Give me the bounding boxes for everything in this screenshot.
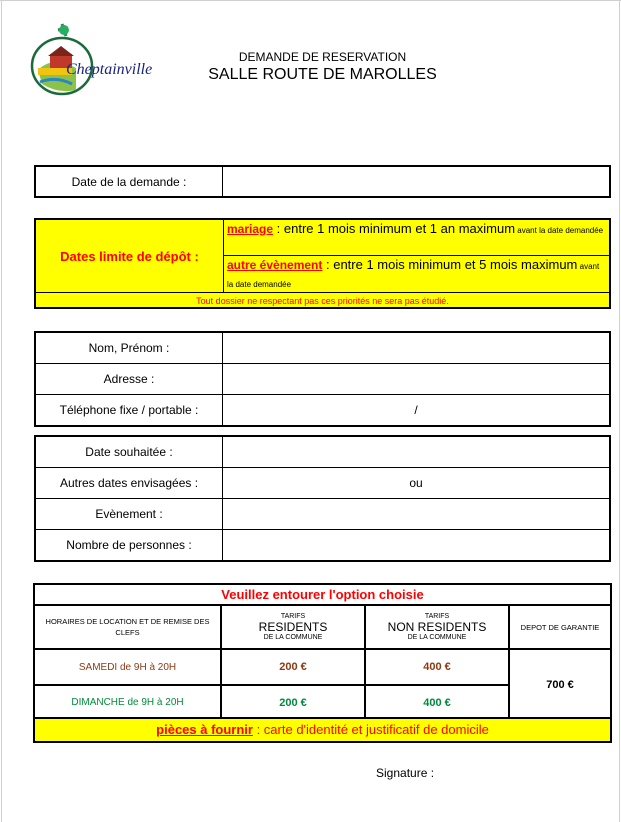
nonresident-header-top: TARIFS	[424, 613, 450, 620]
other-dates-label: Autres dates envisagées :	[35, 468, 223, 499]
contact-table	[34, 331, 611, 427]
deadline-autre	[224, 256, 609, 292]
address-field[interactable]	[223, 364, 611, 395]
nonresident-header-main: NON RESIDENTS	[387, 620, 487, 634]
deposit-header: DEPOT DE GARANTIE	[510, 606, 610, 650]
deadlines-label: Dates limite de dépôt :	[36, 220, 224, 292]
request-date-field[interactable]	[223, 166, 611, 197]
required-docs	[35, 717, 610, 741]
autre-text: : entre 1 mois minimum et 5 mois maximum	[322, 257, 578, 272]
required-docs-text: : carte d'identité et justificatif de domicile	[252, 722, 489, 737]
deadline-mariage	[224, 220, 609, 256]
name-label: Nom, Prénom :	[35, 332, 223, 364]
date-wish-field[interactable]	[223, 436, 611, 468]
sunday-resident-price[interactable]: 200 €	[222, 686, 366, 719]
sunday-label[interactable]: DIMANCHE de 9H à 20H	[35, 686, 222, 719]
autre-word: autre évènement	[227, 258, 323, 272]
page-edge-left	[1, 0, 2, 822]
nonresident-header-sub: DE LA COMMUNE	[407, 634, 467, 641]
resident-header	[222, 606, 366, 650]
people-field[interactable]	[223, 530, 611, 562]
deposit-value[interactable]: 700 €	[546, 678, 574, 691]
resident-header-sub: DE LA COMMUNE	[263, 634, 323, 641]
saturday-resident-price[interactable]: 200 €	[222, 650, 366, 686]
resident-header-top: TARIFS	[280, 613, 306, 620]
signature-label: Signature :	[376, 766, 435, 780]
event-field[interactable]	[223, 499, 611, 530]
saturday-nonresident-price[interactable]: 400 €	[366, 650, 510, 686]
hours-header: HORAIRES DE LOCATION ET DE REMISE DES CLEFS	[35, 606, 222, 650]
mariage-small: avant la date demandée	[515, 226, 604, 235]
request-date-label: Date de la demande :	[35, 166, 223, 197]
mariage-text: : entre 1 mois minimum et 1 an maximum	[273, 221, 516, 236]
rates-title: Veuillez entourer l'option choisie	[35, 585, 610, 606]
deadlines-note: Tout dossier ne respectant pas ces priorités ne sera pas étudié.	[36, 292, 609, 307]
request-date-table	[34, 165, 611, 198]
resident-header-main: RESIDENTS	[258, 620, 328, 634]
rates-box	[33, 583, 612, 743]
cheptainville-logo	[28, 20, 153, 98]
saturday-label[interactable]: SAMEDI de 9H à 20H	[35, 650, 222, 686]
phone-field[interactable]: /	[223, 395, 611, 427]
required-docs-word: pièces à fournir	[156, 722, 253, 737]
other-dates-field[interactable]: ou	[223, 468, 611, 499]
date-wish-label: Date souhaitée :	[35, 436, 223, 468]
people-label: Nombre de personnes :	[35, 530, 223, 562]
autre-small: avant la date demandée	[227, 262, 600, 289]
page-edge-bottom	[0, 0, 621, 1]
event-label: Evènement :	[35, 499, 223, 530]
sunday-nonresident-price[interactable]: 400 €	[366, 686, 510, 719]
phone-label: Téléphone fixe / portable :	[35, 395, 223, 427]
doc-subtitle: DEMANDE DE RESERVATION	[238, 50, 407, 64]
mariage-word: mariage	[227, 222, 274, 236]
deadlines-box	[34, 218, 611, 309]
logo-text: Cheptainville	[66, 61, 153, 78]
event-table	[34, 435, 611, 562]
nonresident-header	[366, 606, 510, 650]
name-field[interactable]	[223, 332, 611, 364]
doc-title: SALLE ROUTE DE MAROLLES	[208, 66, 437, 83]
address-label: Adresse :	[35, 364, 223, 395]
page-edge-right	[619, 0, 620, 822]
